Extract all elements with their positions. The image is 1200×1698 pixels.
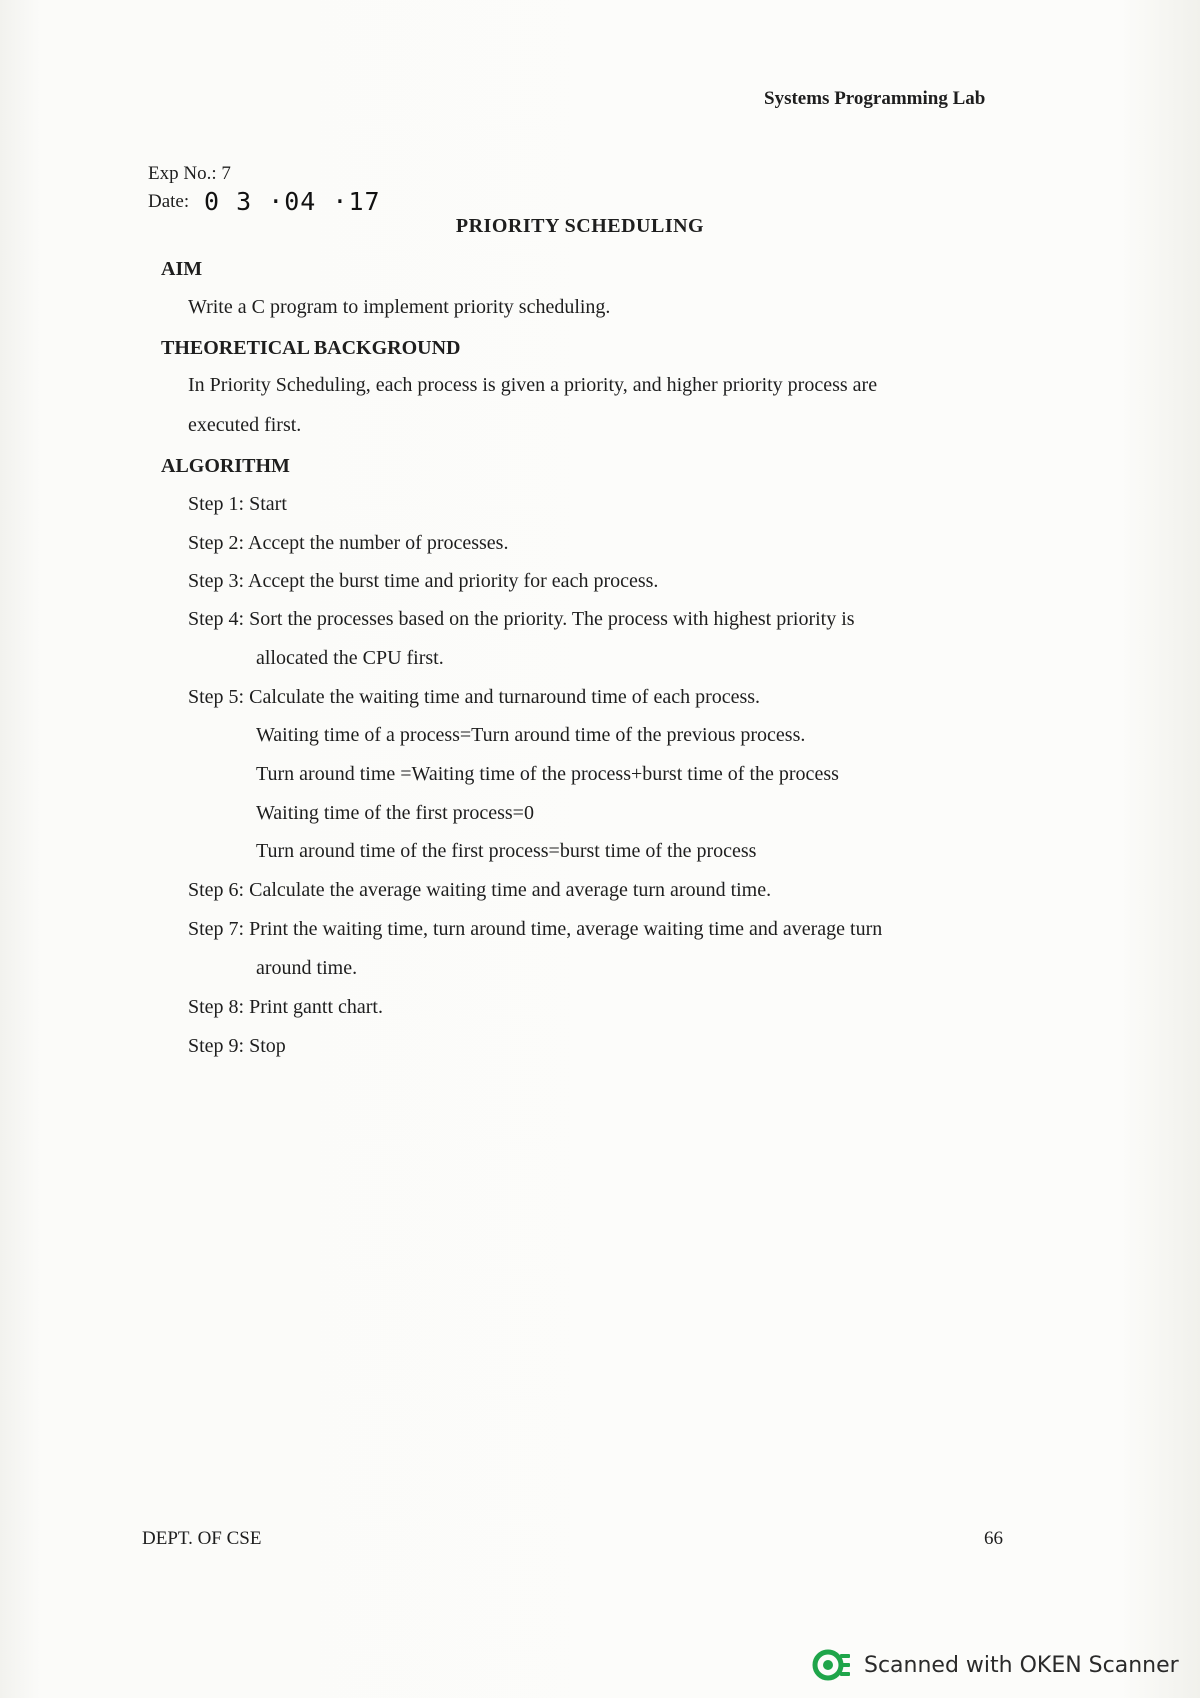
step-2: Step 2: Accept the number of processes. xyxy=(188,532,509,554)
step-9: Step 9: Stop xyxy=(188,1035,286,1057)
algorithm-heading: ALGORITHM xyxy=(161,455,290,477)
step-3: Step 3: Accept the burst time and priority for each process. xyxy=(188,570,659,592)
theory-line-1: In Priority Scheduling, each process is given a priority, and higher priority process are xyxy=(188,374,878,396)
oken-scanner-logo-icon xyxy=(812,1647,852,1683)
step-1: Step 1: Start xyxy=(188,493,287,515)
step-5-first-waiting: Waiting time of the first process=0 xyxy=(256,802,534,824)
scanner-label: Scanned with OKEN Scanner xyxy=(864,1652,1179,1678)
step-5-first-turnaround: Turn around time of the first process=burst time of the process xyxy=(256,840,757,862)
course-header: Systems Programming Lab xyxy=(764,88,986,109)
theory-heading: THEORETICAL BACKGROUND xyxy=(161,337,461,359)
handwritten-date: 0 3 ·04 ·17 xyxy=(204,187,381,216)
footer-department: DEPT. OF CSE xyxy=(142,1528,262,1549)
step-5: Step 5: Calculate the waiting time and turnaround time of each process. xyxy=(188,686,761,708)
experiment-number: Exp No.: 7 xyxy=(148,163,231,184)
scanner-watermark xyxy=(812,1647,1179,1683)
step-6: Step 6: Calculate the average waiting time and average turn around time. xyxy=(188,879,772,901)
date-label: Date: xyxy=(148,191,190,212)
step-4-line-2: allocated the CPU first. xyxy=(256,647,444,669)
step-7-line-1: Step 7: Print the waiting time, turn around time, average waiting time and average turn xyxy=(188,918,883,940)
step-4-line-1: Step 4: Sort the processes based on the priority. The process with highest priority is xyxy=(188,608,855,630)
page-number: 66 xyxy=(984,1528,1003,1549)
step-5-turnaround-time: Turn around time =Waiting time of the process+burst time of the process xyxy=(256,763,839,785)
aim-text: Write a C program to implement priority scheduling. xyxy=(188,296,611,318)
step-7-line-2: around time. xyxy=(256,957,358,979)
step-8: Step 8: Print gantt chart. xyxy=(188,996,383,1018)
page-title: PRIORITY SCHEDULING xyxy=(455,215,705,237)
aim-heading: AIM xyxy=(161,258,203,280)
theory-line-2: executed first. xyxy=(188,414,302,436)
step-5-waiting-time: Waiting time of a process=Turn around time of the previous process. xyxy=(256,724,806,746)
